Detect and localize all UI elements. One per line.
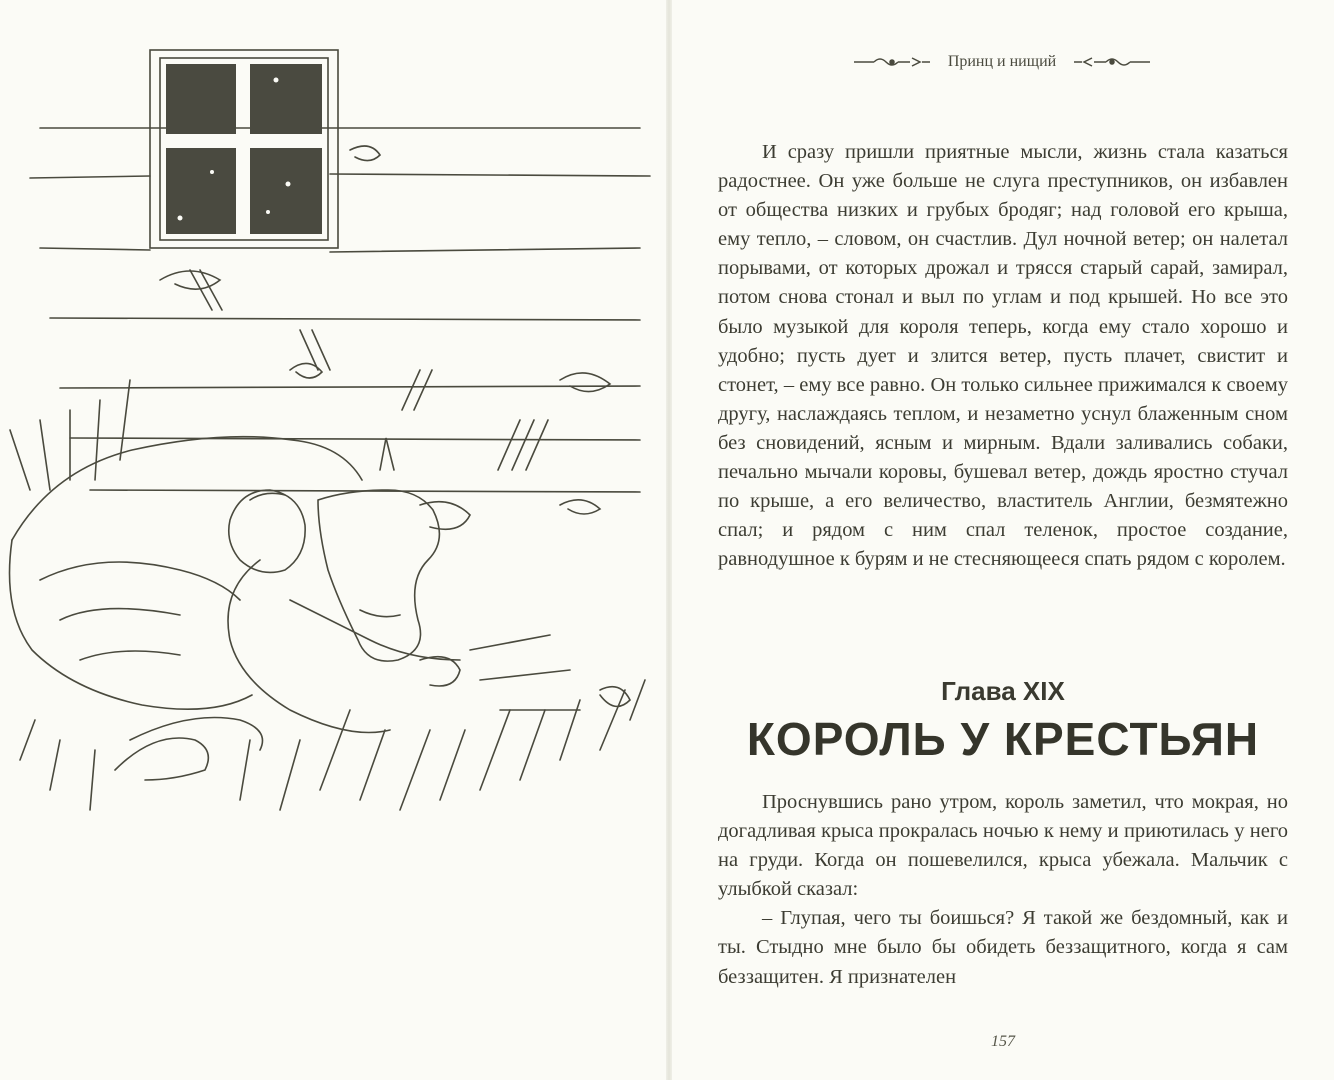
- running-head: [832, 50, 1172, 74]
- ornament-left-icon: [852, 54, 932, 70]
- chapter-number: Глава XIX: [941, 676, 1065, 706]
- ornament-right-icon: [1072, 54, 1152, 70]
- paragraph: Проснувшись рано утром, король заметил, что мокрая, но догадливая крыса прокралась ночью к нему и приютилась у него на груди. Когда он пошевелился, крыса убежала. Мальчик с улыбкой сказал:: [718, 791, 1288, 901]
- page-number: 157: [991, 1033, 1015, 1050]
- paragraph: И сразу пришли приятные мысли, жизнь стала казаться радостнее. Он уже больше не слуга преступников, он избавлен от общества низких и грубых бродяг; над головой его крыша, ему тепло, – словом, он счастлив. Дул ночной ветер; он налетал порывами, от которых дрожал и трясся старый сарай, замирал, потом снова стонал и выл по углам и под крышей. Но все это было музыкой для короля теперь, когда ему стало хорошо и удобно; пусть дует и злится ветер, пусть плачет, свистит и стонет, – ему все равно. Он только сильнее прижимался к своему другу, наслаждаясь теплом, и незаметно уснул блаженным сном без сновидений, ясным и мирным. Вдали заливались собаки, печально мычали коровы, бушевал ветер, дождь яростно стучал по крыше, а его величество, властитель Англии, безмятежно спал; и рядом с ним спал теленок, простое создание, равнодушное к бурям и не стесняющееся спать рядом с королем.: [718, 141, 1288, 571]
- illustration-boy-sleeping-with-calf: [0, 0, 668, 820]
- running-head-title: Принц и нищий: [947, 53, 1057, 70]
- body-text-top: [718, 138, 1288, 574]
- paragraph: – Глупая, чего ты боишься? Я такой же бездомный, как и ты. Стыдно мне было бы обидеть беззащитного, когда я сам беззащитен. Я признателен: [718, 907, 1288, 988]
- chapter-title: КОРОЛЬ У КРЕСТЬЯН: [746, 713, 1260, 765]
- body-text-bottom: [718, 788, 1288, 992]
